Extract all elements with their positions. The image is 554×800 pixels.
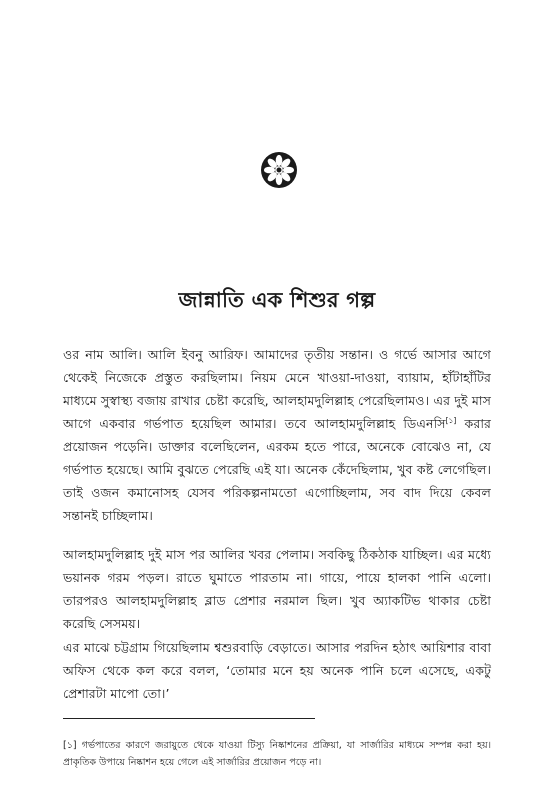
- chapter-title: জান্নাতি এক শিশুর গল্প: [178, 288, 376, 312]
- paragraph-1: [63, 343, 491, 527]
- footnote: [১] গর্ভপাতের কারণে জরায়ুতে থেকে যাওয়া টিস্যু নিষ্কাশনের প্রক্রিয়া, যা সার্জারির মাধ্যমে সম্পন্ন করা হয়। প্রাকৃতিক উপায়ে নিষ্কাশন হয়ে গেলে এই সার্জারির প্রয়োজন পড়ে না।: [63, 740, 491, 768]
- paragraph-3: এর মাঝে চট্টগ্রাম গিয়েছিলাম শ্বশুরবাড়ি বেড়াতে। আসার পরদিন হঠাৎ আয়িশার বাবা অফিস থেকে কল করে বলল, ‘তোমার মনে হয় অনেক পানি চলে এসেছে, একটু প্রেশারটা মাপো তো।’: [63, 640, 491, 701]
- paragraph-1-text-a: ওর নাম আলি। আলি ইবনু আরিফ। আমাদের তৃতীয় সন্তান। ও গর্ভে আসার আগে থেকেই নিজেকে প্রস্তুত করছিলাম। নিয়ম মেনে খাওয়া-দাওয়া, ব্যায়াম, হাঁটাহাঁটির মাধ্যমে সুস্বাস্থ্য বজায় রাখার চেষ্টা করেছি, আলহামদুলিল্লাহ পেরেছিলামও। এর দুই মাস আগে একবার গর্ভপাত হয়েছিল আমার। তবে আলহামদুলিল্লাহ ডিএনসি: [63, 347, 491, 431]
- paragraph-1-text-b: করার প্রয়োজন পড়েনি। ডাক্তার বলেছিলেন, এরকম হতে পারে, অনেকে বোঝেও না, যে গর্ভপাত হয়েছে। আমি বুঝতে পেরেছি এই যা। অনেক কেঁদেছিলাম, খুব কষ্ট লেগেছিল। তাই ওজন কমানোসহ যেসব পরিকল্পনামতো এগোচ্ছিলাম, সব বাদ দিয়ে কেবল সন্তানই চাচ্ছিলাম।: [63, 416, 491, 523]
- paragraph-2: আলহামদুলিল্লাহ দুই মাস পর আলির খবর পেলাম। সবকিছু ঠিকঠাক যাচ্ছিল। এর মধ্যে ভয়ানক গরম পড়ল। রাতে ঘুমাতে পারতাম না। গায়ে, পায়ে হালকা পানি এলো। তারপরও আলহামদুলিল্লাহ ব্লাড প্রেশার নরমাল ছিল। খুব অ্যাকটিভ থাকার চেষ্টা করেছি সেসময়।: [63, 547, 491, 631]
- footnote-reference[interactable]: [১]: [445, 415, 457, 425]
- wheel-flower-ornament-icon: [259, 150, 299, 190]
- footnote-separator: [63, 718, 315, 719]
